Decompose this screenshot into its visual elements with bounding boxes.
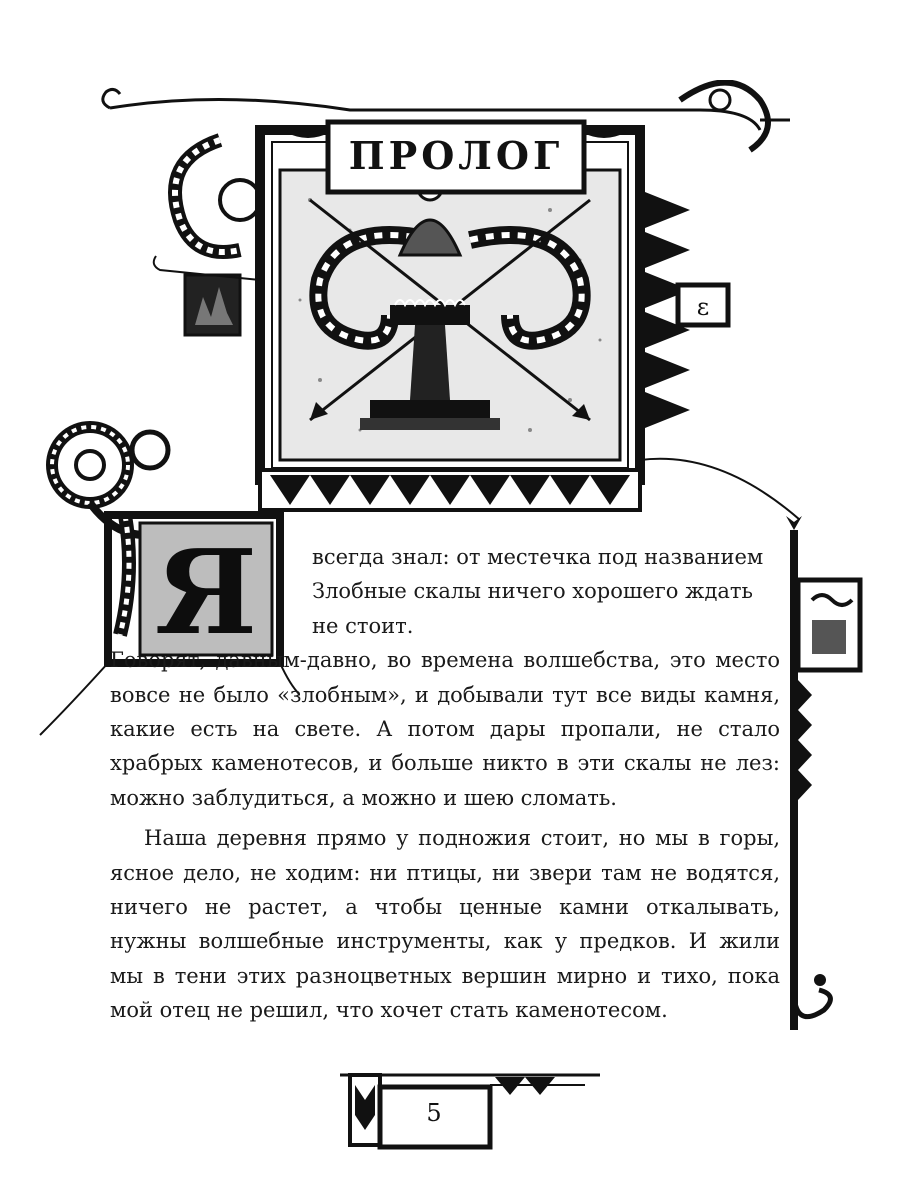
drop-cap-letter: Я xyxy=(154,525,258,661)
first-paragraph xyxy=(110,540,780,643)
text-line: Злобные скалы ничего хорошего ждать xyxy=(312,579,753,604)
text-line: всегда знал: от местечка под названием xyxy=(312,545,764,569)
second-paragraph xyxy=(110,643,780,815)
page-number: 5 xyxy=(426,1099,442,1127)
third-paragraph xyxy=(110,821,780,1027)
second-paragraph-text: Говорят, давным-давно, во времена волшебства, это место вовсе не было «злобным», и добывали тут все виды камня, какие есть на свете. А потом дары пропали, не стало храбрых каменотесов, и больше никто в эти скалы не лез: можно заблудиться, а можно и шею сломать. xyxy=(110,648,780,810)
right-margin-ornament xyxy=(780,510,890,1050)
third-paragraph-text: Наша деревня прямо у подножия стоит, но мы в горы, ясное дело, не ходим: ни птицы, ни звери там не водятся, ничего не растет, а чтобы ценные камни откалывать, нужны волшебные инструменты, как у предков. И жили мы в тени этих разноцветных вершин мирно и тихо, пока мой отец не решил, что хочет стать каменотесом. xyxy=(110,826,780,1023)
chapter-body-text xyxy=(110,540,780,1028)
svg-text:ε: ε xyxy=(696,293,710,321)
chapter-title: ПРОЛОГ xyxy=(348,132,564,178)
text-line: не стоит. xyxy=(312,613,414,638)
